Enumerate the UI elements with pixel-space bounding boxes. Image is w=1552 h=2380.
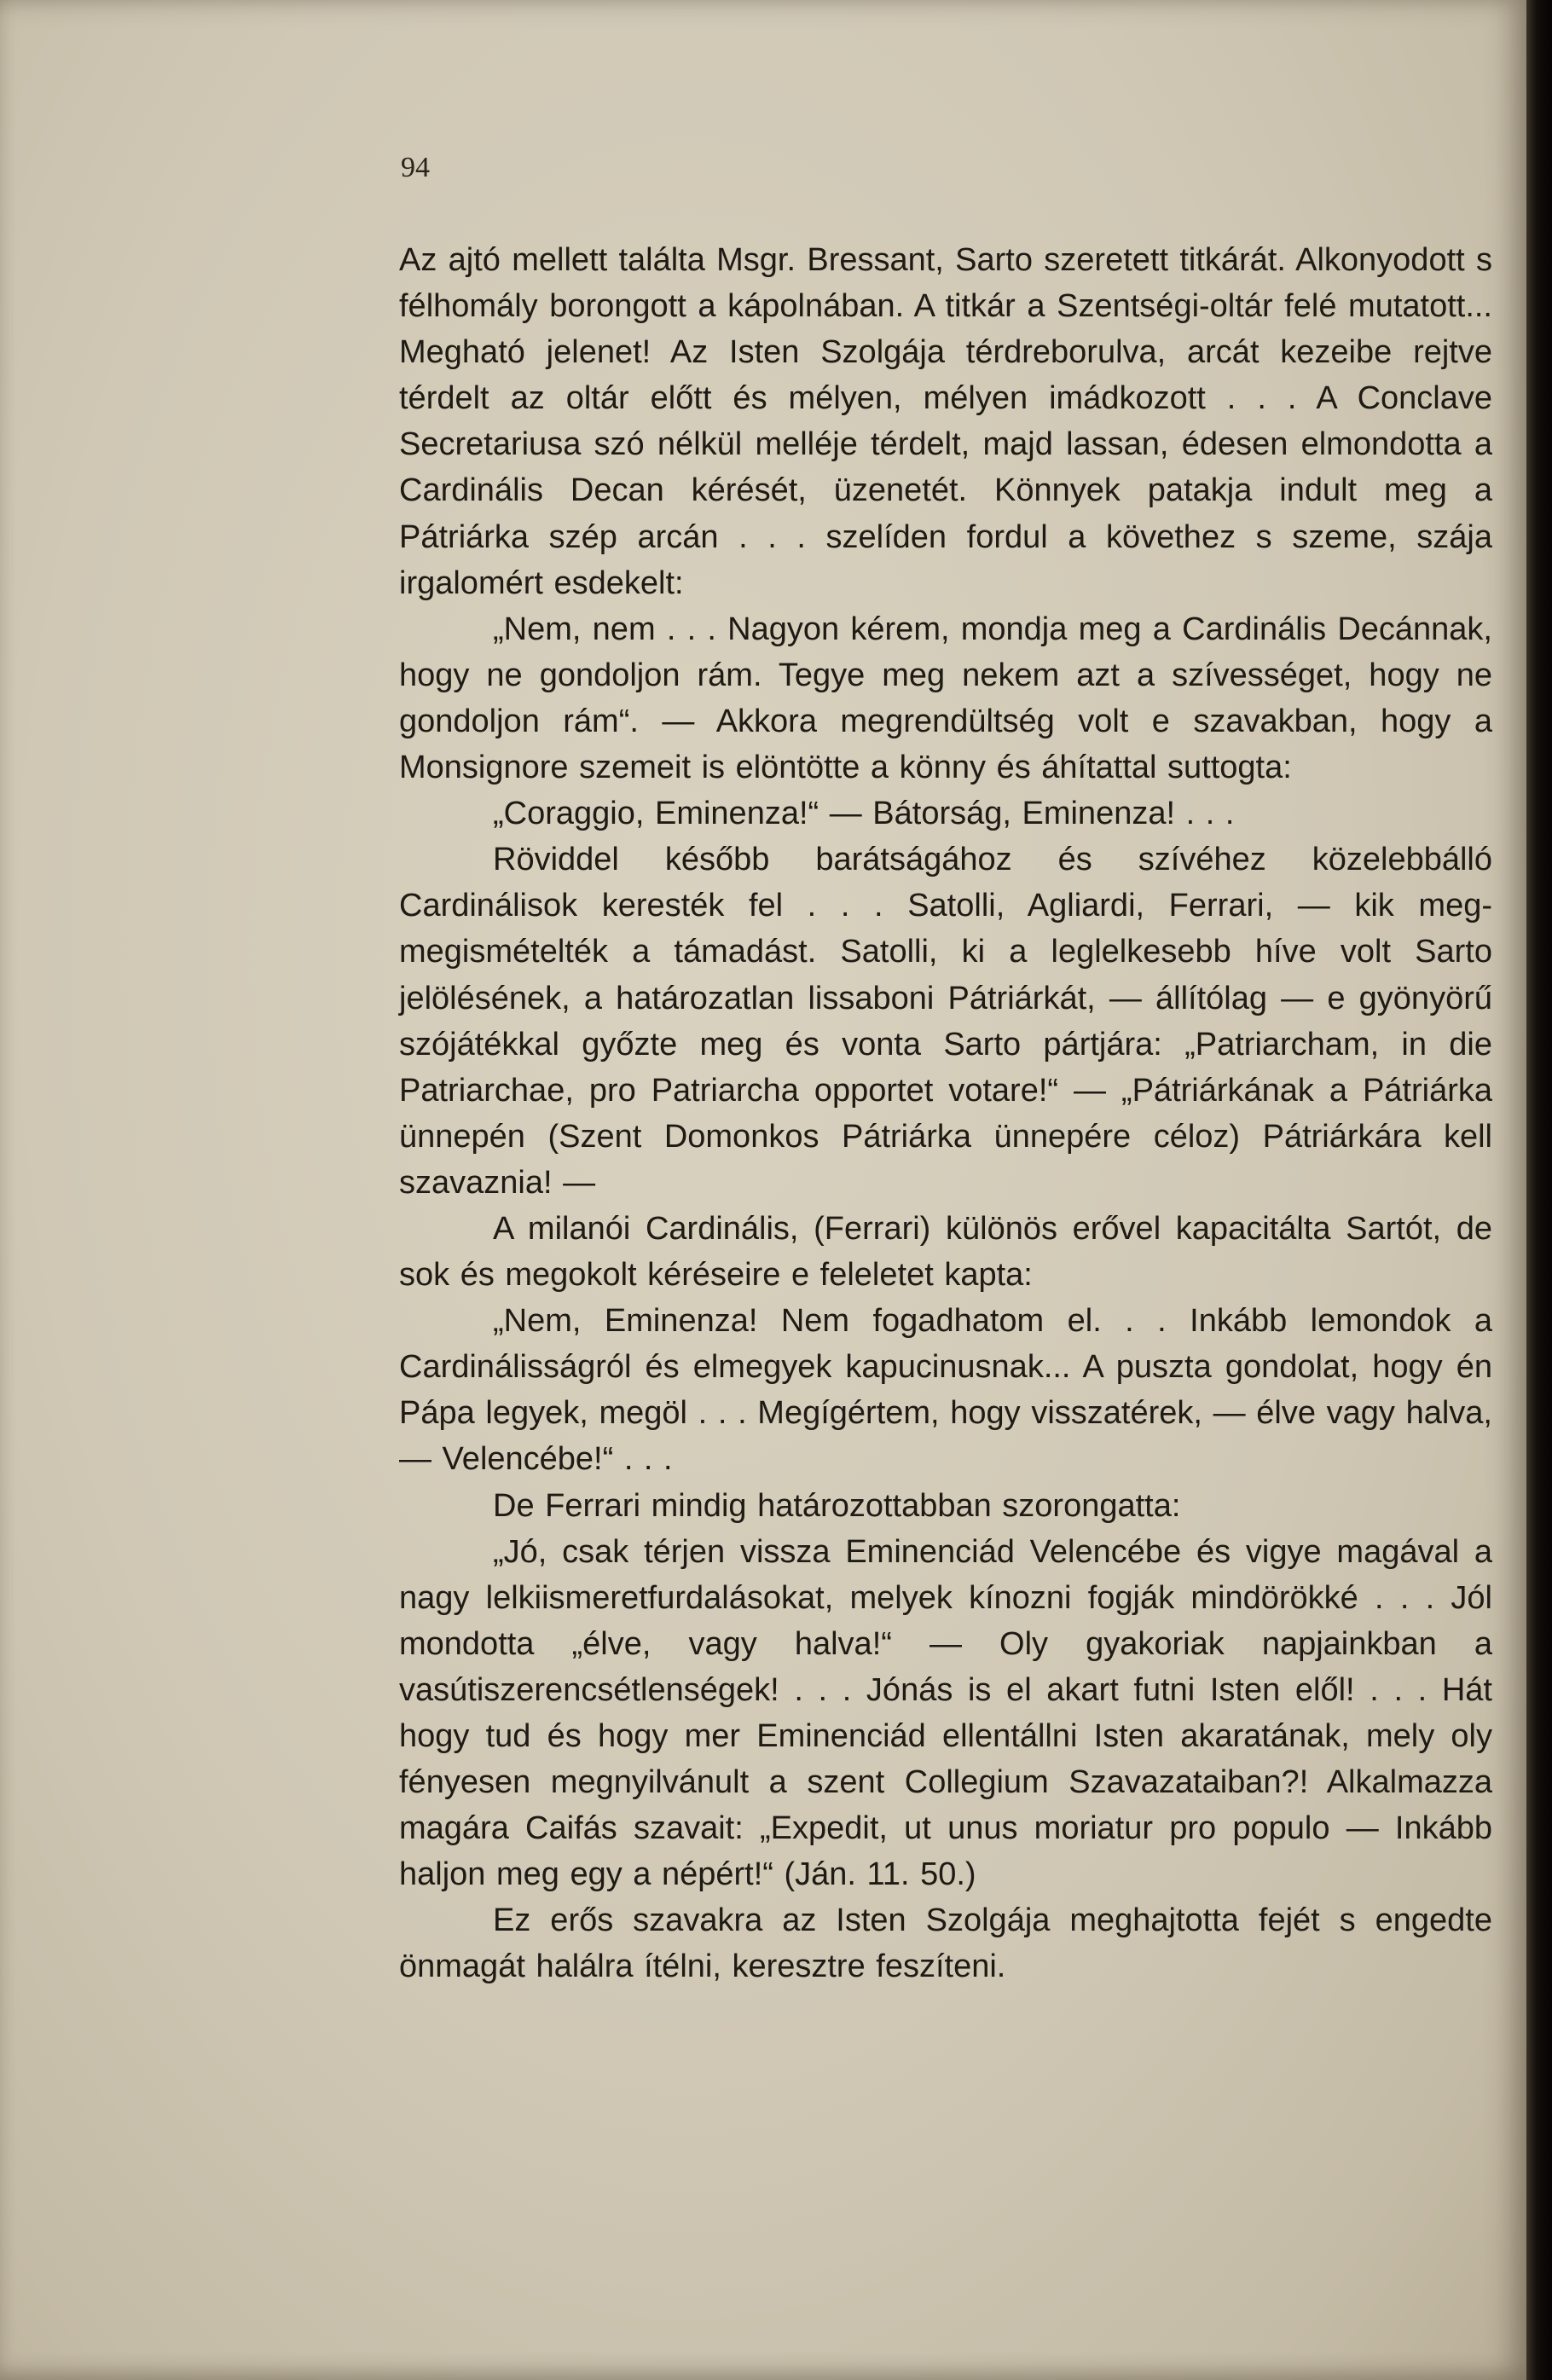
page-number: 94 bbox=[401, 152, 430, 183]
paragraph: „Nem, nem . . . Nagyon kérem, mondja meg a Cardinális Decánnak, hogy ne gondoljon rám. Tegye meg nekem azt a szívességet, hogy ne gondoljon rám“. — Akkora megrendültség volt e szavakban, hogy a Monsignore szemeit is elöntötte a könny és áhítattal suttogta: bbox=[399, 611, 1492, 786]
paragraph: De Ferrari mindig határozottabban szorongatta: bbox=[493, 1487, 1181, 1524]
paragraph: „Coraggio, Eminenza!“ — Bátorság, Eminenza! . . . bbox=[493, 796, 1235, 832]
book-edge-shadow bbox=[1526, 0, 1552, 2380]
paragraph: Röviddel később barátságához és szívéhez közelebbálló Cardinálisok keresték fel . . . Satolli, Agliardi, Ferrari, — kik meg-megismételték a támadást. Satolli, ki a leglelkesebb híve volt Sarto jelölésének, a határozatlan lissaboni Pátriárkát, — állítólag — e gyönyörű szójátékkal győzte meg és vonta Sarto pártjára: „Patriarcham, in die Patriarchae, pro Patriarcha opportet votare!“ — „Pátriárkának a Pátriárka ünnepén (Szent Domonkos Pátriárka ünnepére céloz) Pátriárkára kell szavaznia! — bbox=[399, 842, 1492, 1201]
paragraph: Ez erős szavakra az Isten Szolgája meghajtotta fejét s engedte önmagát halálra ítélni, keresztre feszíteni. bbox=[399, 1902, 1492, 1985]
body-text bbox=[399, 237, 1492, 1990]
paragraph: „Jó, csak térjen vissza Eminenciád Velencébe és vigye magával a nagy lelkiismeretfurdalásokat, melyek kínozni fogják mindörökké . . . Jól mondotta „élve, vagy halva!“ — Oly gyakoriak napjainkban a vasútiszerencsétlenségek! . . . Jónás is el akart futni Isten elől! . . . Hát hogy tud és hogy mer Eminenciád ellentállni Isten akaratának, mely oly fényesen megnyilvánult a szent Collegium Szavazataiban?! Alkalmazza magára Caifás szavait: „Expedit, ut unus moriatur pro populo — Inkább haljon meg egy a népért!“ (Ján. 11. 50.) bbox=[399, 1533, 1492, 1893]
paragraph: „Nem, Eminenza! Nem fogadhatom el. . . Inkább lemondok a Cardinálisságról és elmegyek kapucinusnak... A puszta gondolat, hogy én Pápa legyek, megöl . . . Megígértem, hogy visszatérek, — élve vagy halva, — Velencébe!“ . . . bbox=[399, 1303, 1492, 1478]
paragraph: Az ajtó mellett találta Msgr. Bressant, Sarto szeretett titkárát. Alkonyodott s félhomály borongott a kápolnában. A titkár a Szentségi-oltár felé mutatott... Megható jelenet! Az Isten Szolgája térdreborulva, arcát kezeibe rejtve térdelt az oltár előtt és mélyen, mélyen imádkozott . . . A Conclave Secretariusa szó nélkül melléje térdelt, majd lassan, édesen elmondotta a Cardinális Decan kérését, üzenetét. Könnyek patakja indult meg a Pátriárka szép arcán . . . szelíden fordul a követhez s szeme, szája irgalomért esdekelt: bbox=[399, 242, 1492, 601]
paragraph: A milanói Cardinális, (Ferrari) különös erővel kapacitálta Sartót, de sok és megokolt kéréseire e feleletet kapta: bbox=[399, 1210, 1492, 1294]
